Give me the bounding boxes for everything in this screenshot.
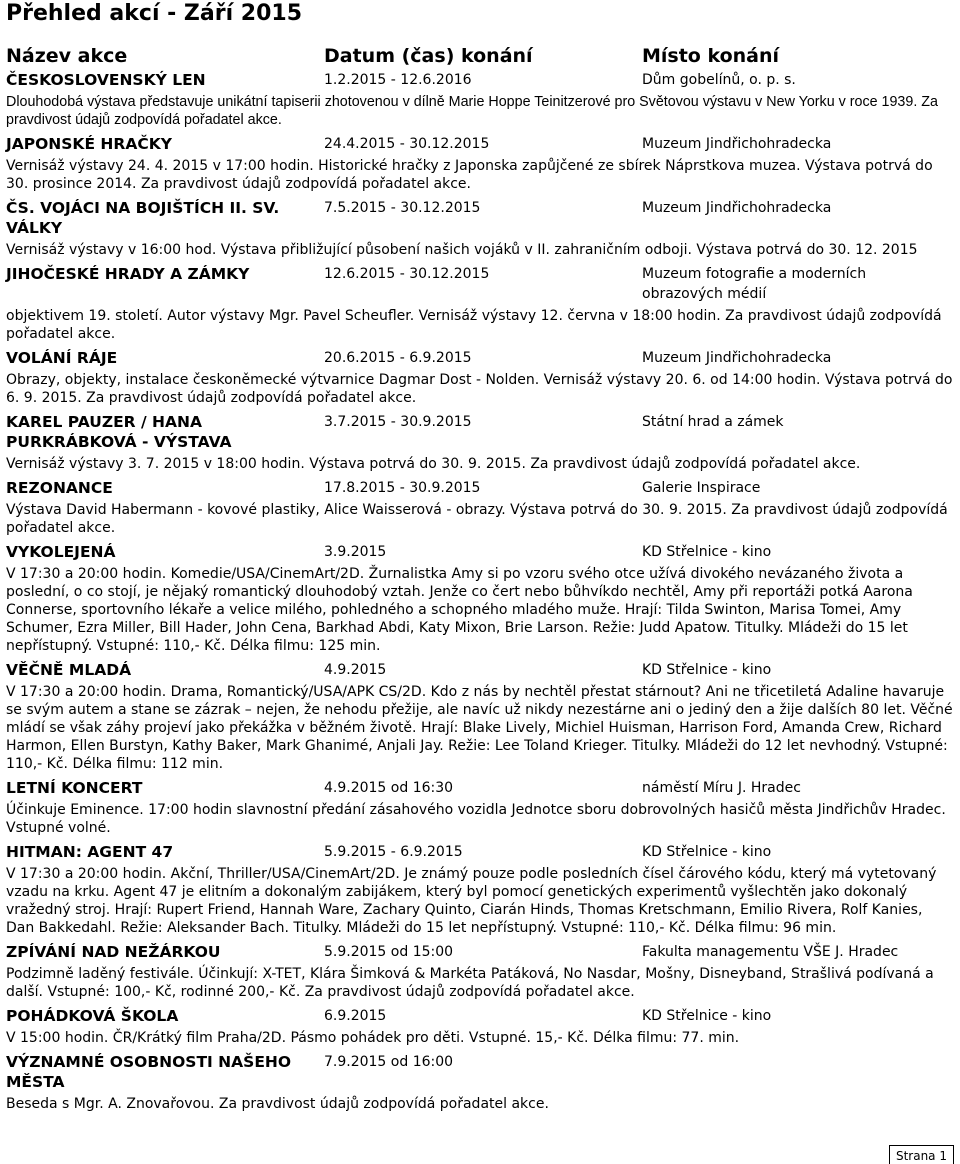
event-header-row [0, 1052, 960, 1092]
event-description: Vernisáž výstavy v 16:00 hod. Výstava přibližující působení našich vojáků v II. zahraničním odboji. Výstava potrvá do 30. 12. 2015 [6, 242, 918, 258]
column-header-place: Místo konání [642, 45, 780, 67]
event-item [0, 412, 960, 473]
event-place: KD Střelnice - kino [642, 662, 772, 678]
event-item [0, 198, 960, 259]
event-item [0, 660, 960, 773]
event-description: V 17:30 a 20:00 hodin. Komedie/USA/CinemArt/2D. Žurnalistka Amy si po vzoru svého otce užívá divokého nevázaného života a poslední, o co stojí, je nějaký romantický dlouhodobý vztah. Jenže co čert nebo bůhvíkdo nechtěl, Amy při reportáži potká Aarona Connerse, sportovního lékaře a velice milého, pohledného a schopného mladého muže. Hrají: Tilda Swinton, Marisa Tomei, Amy Schumer, Ezra Miller, Bill Hader, John Cena, Barkhad Abdi, Katy Mixon, Brie Larson. Režie: Judd Apatow. Titulky. Mládeži do 15 let nepřístupný. Vstupné: 110,- Kč. Délka filmu: 125 min. [6, 566, 913, 654]
event-item [0, 542, 960, 655]
event-name: VÝZNAMNÉ OSOBNOSTI NAŠEHO MĚSTA [6, 1053, 292, 1091]
event-date: 3.7.2015 - 30.9.2015 [324, 414, 472, 430]
event-name: ČESKOSLOVENSKÝ LEN [6, 71, 206, 89]
event-date: 4.9.2015 od 16:30 [324, 780, 454, 796]
event-item [0, 778, 960, 837]
event-header-row [0, 942, 960, 962]
event-name: VYKOLEJENÁ [6, 543, 116, 561]
event-date: 5.9.2015 - 6.9.2015 [324, 844, 463, 860]
event-name: HITMAN: AGENT 47 [6, 843, 174, 861]
event-name: VOLÁNÍ RÁJE [6, 349, 118, 367]
page-number: Strana 1 [889, 1145, 954, 1164]
event-description: Vernisáž výstavy 3. 7. 2015 v 18:00 hodin. Výstava potrvá do 30. 9. 2015. Za pravdivost údajů zodpovídá pořadatel akce. [6, 456, 861, 472]
event-description: Dlouhodobá výstava představuje unikátní tapiserii zhotovenou v dílně Marie Hoppe Teinitzerové pro Světovou výstavu v New Yorku v roce 1939. Za pravdivost údajů zodpovídá pořadatel akce. [6, 94, 938, 128]
event-name: KAREL PAUZER / HANA PURKRÁBKOVÁ - VÝSTAVA [6, 413, 232, 451]
event-date: 20.6.2015 - 6.9.2015 [324, 350, 472, 366]
event-item [0, 70, 960, 129]
event-place: Státní hrad a zámek [642, 414, 784, 430]
column-header-date: Datum (čas) konání [324, 45, 533, 67]
event-header-row [0, 70, 960, 90]
event-date: 6.9.2015 [324, 1008, 387, 1024]
event-name: JIHOČESKÉ HRADY A ZÁMKY [6, 265, 250, 283]
event-date: 12.6.2015 - 30.12.2015 [324, 266, 490, 282]
event-place: Dům gobelínů, o. p. s. [642, 72, 796, 88]
event-header-row [0, 198, 960, 238]
event-description: Vernisáž výstavy 24. 4. 2015 v 17:00 hodin. Historické hračky z Japonska zapůjčené ze sbírek Náprstkova muzea. Výstava potrvá do 30. prosince 2014. Za pravdivost údajů zodpovídá pořadatel akce. [6, 158, 933, 192]
event-place: náměstí Míru J. Hradec [642, 780, 801, 796]
event-item [0, 1006, 960, 1047]
event-date: 24.4.2015 - 30.12.2015 [324, 136, 490, 152]
event-header-row [0, 778, 960, 798]
event-description: V 17:30 a 20:00 hodin. Drama, Romantický/USA/APK CS/2D. Kdo z nás by nechtěl přestat stárnout? Ani ne třicetiletá Adaline havaruje se svým autem a stane se zázrak – nejen, že nehodu přežije, ale navíc už nikdy nezestárne ani o jediný den a žije dalších 80 let. Věčné mládí se však záhy projeví jako překážka v běžném životě. Hrají: Blake Lively, Michiel Huisman, Harrison Ford, Amanda Crew, Richard Harmon, Ellen Burstyn, Kathy Baker, Mark Ghanimé, Anjali Jay. Režie: Lee Toland Krieger. Titulky. Mládeži do 12 let nevhodný. Vstupné: 110,- Kč. Délka filmu: 112 min. [6, 684, 953, 772]
event-description: Beseda s Mgr. A. Znovařovou. Za pravdivost údajů zodpovídá pořadatel akce. [6, 1096, 549, 1112]
event-date: 1.2.2015 - 12.6.2016 [324, 72, 472, 88]
column-header-name: Název akce [6, 45, 128, 67]
event-item [0, 1052, 960, 1113]
event-place: Muzeum Jindřichohradecka [642, 350, 832, 366]
event-header-row [0, 348, 960, 368]
event-name: ZPÍVÁNÍ NAD NEŽÁRKOU [6, 943, 221, 961]
event-description: Výstava David Habermann - kovové plastiky, Alice Waisserová - obrazy. Výstava potrvá do 30. 9. 2015. Za pravdivost údajů zodpovídá pořadatel akce. [6, 502, 948, 536]
event-item [0, 348, 960, 407]
page-title: Přehled akcí - Září 2015 [6, 1, 303, 26]
event-name: JAPONSKÉ HRAČKY [6, 135, 172, 153]
event-name: POHÁDKOVÁ ŠKOLA [6, 1007, 179, 1025]
event-header-row [0, 660, 960, 680]
event-date: 3.9.2015 [324, 544, 387, 560]
event-place: Galerie Inspirace [642, 480, 761, 496]
event-place: Muzeum fotografie a moderních obrazových médií [642, 266, 867, 302]
event-item [0, 134, 960, 193]
event-date: 7.5.2015 - 30.12.2015 [324, 200, 481, 216]
event-header-row [0, 134, 960, 154]
event-item [0, 478, 960, 537]
event-place: KD Střelnice - kino [642, 544, 772, 560]
event-header-row [0, 478, 960, 498]
event-description: Účinkuje Eminence. 17:00 hodin slavnostní předání zásahového vozidla Jednotce sboru dobrovolných hasičů města Jindřichův Hradec. Vstupné volné. [6, 802, 946, 836]
event-description: V 17:30 a 20:00 hodin. Akční, Thriller/USA/CinemArt/2D. Je známý pouze podle posledních čísel čárového kódu, který má vytetovaný vzadu na krku. Agent 47 je elitním a dokonalým zabijákem, který byl pomocí genetických experimentů vyšlechtěn jako dokonalý vražedný stroj. Hrají: Rupert Friend, Hannah Ware, Zachary Quinto, Ciarán Hinds, Thomas Kretschmann, Emilio Rivera, Rolf Kanies, Dan Bakkedahl. Režie: Aleksander Bach. Titulky. Mládeži do 15 let nepřístupný. Vstupné: 110,- Kč. Délka filmu: 96 min. [6, 866, 937, 936]
event-place: Muzeum Jindřichohradecka [642, 136, 832, 152]
event-date: 7.9.2015 od 16:00 [324, 1054, 454, 1070]
event-header-row [0, 264, 960, 304]
event-place: KD Střelnice - kino [642, 1008, 772, 1024]
event-name: VĚČNĚ MLADÁ [6, 661, 132, 679]
event-description: Obrazy, objekty, instalace českoněmecké výtvarnice Dagmar Dost - Nolden. Vernisáž výstavy 20. 6. od 14:00 hodin. Výstava potrvá do 6. 9. 2015. Za pravdivost údajů zodpovídá pořadatel akce. [6, 372, 953, 406]
event-list [0, 70, 960, 1118]
event-name: LETNÍ KONCERT [6, 779, 143, 797]
event-description: V 15:00 hodin. ČR/Krátký film Praha/2D. Pásmo pohádek pro děti. Vstupné. 15,- Kč. Délka filmu: 77. min. [6, 1030, 740, 1046]
event-date: 17.8.2015 - 30.9.2015 [324, 480, 481, 496]
event-date: 5.9.2015 od 15:00 [324, 944, 454, 960]
event-description: objektivem 19. století. Autor výstavy Mgr. Pavel Scheufler. Vernisáž výstavy 12. června v 18:00 hodin. Za pravdivost údajů zodpovídá pořadatel akce. [6, 308, 942, 342]
event-header-row [0, 412, 960, 452]
event-date: 4.9.2015 [324, 662, 387, 678]
event-place: Fakulta managementu VŠE J. Hradec [642, 944, 899, 960]
event-item [0, 264, 960, 343]
event-name: ČS. VOJÁCI NA BOJIŠTÍCH II. SV. VÁLKY [6, 199, 280, 237]
event-item [0, 942, 960, 1001]
event-header-row [0, 542, 960, 562]
event-place: Muzeum Jindřichohradecka [642, 200, 832, 216]
event-description: Podzimně laděný festivále. Účinkují: X-TET, Klára Šimková & Markéta Patáková, No Nasdar, Mošny, Disneyband, Strašlivá podívaná a další. Vstupné: 100,- Kč, rodinné 200,- Kč. Za pravdivost údajů zodpovídá pořadatel akce. [6, 966, 934, 1000]
event-place: KD Střelnice - kino [642, 844, 772, 860]
event-item [0, 842, 960, 937]
event-name: REZONANCE [6, 479, 113, 497]
event-header-row [0, 842, 960, 862]
event-header-row [0, 1006, 960, 1026]
